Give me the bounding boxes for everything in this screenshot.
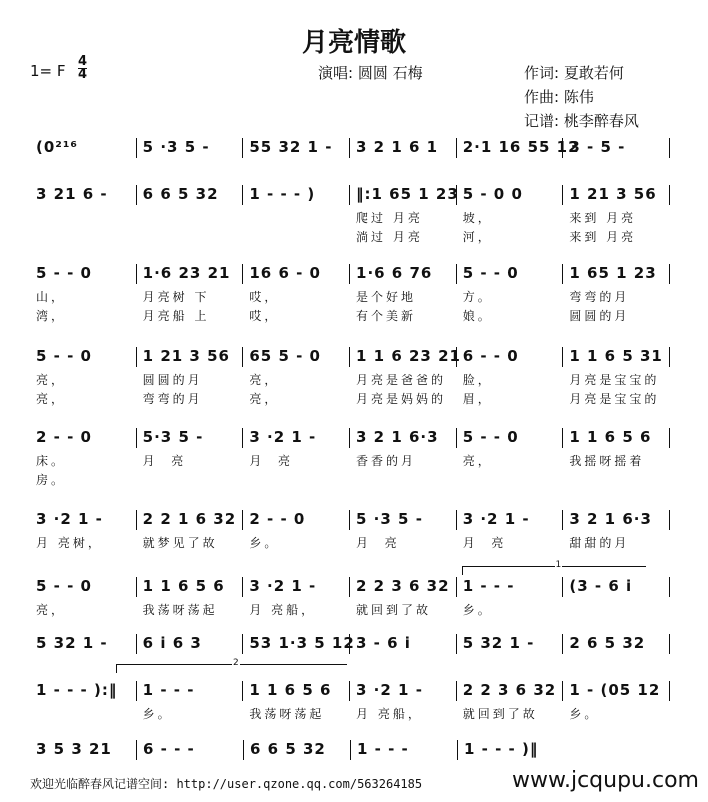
measure xyxy=(563,138,670,158)
measure-notes: 55 32 1 - xyxy=(249,138,333,156)
measure-notes: 3 2 1 6·3 xyxy=(356,428,439,446)
measure xyxy=(457,264,564,323)
lyric: 来到 月亮 xyxy=(569,211,637,225)
lyric: 就梦见了故 xyxy=(142,536,218,550)
measure-notes: 5 - - 0 xyxy=(462,264,519,282)
staff-row xyxy=(30,138,670,158)
measure-notes: 1·6 6 76 xyxy=(356,264,433,282)
footer-text: 欢迎光临醉春风记谱空间: http://user.qzone.qq.com/563264185 xyxy=(30,777,423,791)
measure-notes: 53 1·3 5 12 xyxy=(249,634,355,652)
lyric: 月亮是宝宝的 xyxy=(569,392,660,406)
measure xyxy=(243,138,350,158)
lyric: 月亮是宝宝的 xyxy=(569,373,660,387)
measure xyxy=(243,185,350,205)
watermark: www.jcqupu.com xyxy=(512,768,699,793)
measure-notes: (0²¹⁶ xyxy=(36,138,79,156)
measure xyxy=(243,428,350,468)
measure-notes: 5 ·3 5 - xyxy=(142,138,210,156)
measure xyxy=(350,347,461,406)
measure-notes: 3 2 1 6·3 xyxy=(569,510,652,528)
measure xyxy=(30,634,137,654)
measure xyxy=(457,634,564,654)
measure xyxy=(563,577,670,597)
measure xyxy=(243,634,355,654)
measure-notes: ‖:1 65 1 23 xyxy=(356,185,459,203)
lyric: 乡。 xyxy=(462,603,493,617)
measure-notes: 5 ·3 5 - xyxy=(356,510,423,528)
measure xyxy=(350,138,457,158)
lyric: 月 亮 xyxy=(356,536,400,550)
measure-notes: 3 2 1 6 1 xyxy=(356,138,439,156)
staff-row xyxy=(30,347,670,406)
measure-notes: 6 6 5 32 xyxy=(250,740,326,758)
measure xyxy=(457,577,564,617)
measure xyxy=(243,681,350,721)
measure xyxy=(564,740,670,760)
measure xyxy=(243,264,350,323)
measure xyxy=(457,428,564,468)
measure xyxy=(137,681,244,721)
lyric: 娘。 xyxy=(462,309,493,323)
measure-notes: 5 - - 0 xyxy=(36,264,92,282)
lyric: 脸， xyxy=(462,373,493,387)
measure xyxy=(137,510,244,550)
lyric: 月 亮 xyxy=(249,454,293,468)
measure-notes: 2·1 16 55 12 xyxy=(462,138,580,156)
measure-notes: 1 1 6 5 6 xyxy=(249,681,332,699)
measure-notes: 5 - 0 0 xyxy=(462,185,523,203)
lyric: 月亮船 上 xyxy=(142,309,210,323)
measure-notes: 5 - - 0 xyxy=(36,347,92,365)
measure xyxy=(137,185,244,205)
lyric: 哎， xyxy=(249,290,280,304)
lyric: 月亮是爸爸的 xyxy=(356,373,447,387)
song-title: 月亮情歌 xyxy=(301,28,406,58)
lyric: 乡。 xyxy=(249,536,280,550)
measure xyxy=(137,740,244,760)
measure-notes: 1 1 6 5 31 xyxy=(569,347,663,365)
measure xyxy=(30,577,137,617)
measure xyxy=(457,138,580,158)
measure xyxy=(563,634,670,654)
measure-notes: 2 2 3 6 32 xyxy=(462,681,557,699)
measure-notes: 2 - - 0 xyxy=(36,428,92,446)
staff-row xyxy=(30,740,670,760)
time-top: 4 xyxy=(78,54,88,69)
measure-notes: 3 - 5 - xyxy=(569,138,626,156)
lyric: 淌过 月亮 xyxy=(356,230,423,244)
measure xyxy=(351,740,458,760)
measure-notes: 5 32 1 - xyxy=(36,634,108,652)
measure-notes: 3 ·2 1 - xyxy=(249,428,317,446)
lyric: 河， xyxy=(462,230,493,244)
composer-credit: 作曲: 陈伟 xyxy=(524,88,594,106)
lyric: 我荡呀荡起 xyxy=(142,603,218,617)
lyric: 月 亮 xyxy=(142,454,187,468)
measure-notes: 3 ·2 1 - xyxy=(36,510,103,528)
measure xyxy=(30,681,137,701)
measure-notes: 1·6 23 21 xyxy=(142,264,231,282)
measure xyxy=(30,264,137,323)
lyric: 我摇呀摇着 xyxy=(569,454,645,468)
measure xyxy=(563,681,670,721)
lyricist-credit: 作词: 夏敢若何 xyxy=(524,64,624,82)
staff-row xyxy=(30,681,670,721)
lyric: 就回到了故 xyxy=(462,707,538,721)
lyric: 湾， xyxy=(36,309,67,323)
measure xyxy=(563,264,670,323)
time-bottom: 4 xyxy=(78,67,88,82)
measure-notes: (3 - 6 i xyxy=(569,577,633,595)
measure-notes: 1 21 3 56 xyxy=(569,185,657,203)
measure-notes: 6 i 6 3 xyxy=(142,634,202,652)
lyric: 亮， xyxy=(36,373,67,387)
measure xyxy=(350,681,457,721)
volta-second: 2 xyxy=(116,664,347,673)
measure xyxy=(137,138,244,158)
measure-notes: 1 65 1 23 xyxy=(569,264,657,282)
lyric: 月亮树 下 xyxy=(142,290,210,304)
lyric: 亮， xyxy=(36,603,67,617)
measure xyxy=(243,510,350,550)
staff-row xyxy=(30,185,670,244)
measure-notes: 1 1 6 23 21 xyxy=(356,347,461,365)
measure-notes: 1 21 3 56 xyxy=(142,347,230,365)
measure-notes: 5·3 5 - xyxy=(142,428,204,446)
measure xyxy=(30,138,137,158)
lyric: 亮， xyxy=(249,392,280,406)
volta-first: 1 xyxy=(462,566,646,575)
measure xyxy=(350,634,457,654)
lyric: 亮， xyxy=(249,373,280,387)
key-signature: 1= F xyxy=(30,62,66,80)
measure xyxy=(30,428,137,487)
measure-notes: 6 - - - xyxy=(143,740,195,758)
lyric: 乡。 xyxy=(569,707,600,721)
lyric: 哎， xyxy=(249,309,280,323)
lyric: 月 亮 xyxy=(462,536,507,550)
staff-row xyxy=(30,510,670,550)
measure xyxy=(457,185,564,244)
staff-row xyxy=(30,428,670,487)
lyric: 月亮是妈妈的 xyxy=(356,392,447,406)
lyric: 月 亮船， xyxy=(249,603,317,617)
lyric: 月 亮船， xyxy=(356,707,423,721)
measure-notes: 6 6 5 32 xyxy=(142,185,219,203)
measure xyxy=(243,347,350,406)
measure xyxy=(457,510,564,550)
measure-notes: 1 - - - ) xyxy=(249,185,316,203)
lyric: 方。 xyxy=(462,290,493,304)
lyric: 甜甜的月 xyxy=(569,536,630,550)
measure xyxy=(457,347,564,406)
measure xyxy=(563,347,670,406)
measure xyxy=(137,634,244,654)
measure xyxy=(137,577,244,617)
measure-notes: 5 - - 0 xyxy=(462,428,519,446)
measure-notes: 3 5 3 21 xyxy=(36,740,112,758)
lyric: 山， xyxy=(36,290,67,304)
measure xyxy=(243,577,350,617)
lyric: 圆圆的月 xyxy=(142,373,203,387)
measure xyxy=(244,740,351,760)
measure xyxy=(563,185,670,244)
staff-row xyxy=(30,264,670,323)
measure-notes: 6 - - 0 xyxy=(462,347,519,365)
lyric: 就回到了故 xyxy=(356,603,432,617)
lyric: 是个好地 xyxy=(356,290,417,304)
measure xyxy=(137,347,244,406)
measure-notes: 1 - - - xyxy=(357,740,409,758)
measure-notes: 5 - - 0 xyxy=(36,577,92,595)
lyric: 来到 月亮 xyxy=(569,230,637,244)
measure-notes: 2 6 5 32 xyxy=(569,634,646,652)
measure xyxy=(563,428,670,468)
lyric: 弯弯的月 xyxy=(142,392,203,406)
measure-notes: 65 5 - 0 xyxy=(249,347,321,365)
lyric: 有个美新 xyxy=(356,309,417,323)
lyric: 乡。 xyxy=(142,707,173,721)
measure xyxy=(457,681,564,721)
measure-notes: 1 1 6 5 6 xyxy=(569,428,652,446)
lyric: 月 亮树， xyxy=(36,536,103,550)
measure-notes: 3 ·2 1 - xyxy=(462,510,530,528)
measure xyxy=(137,428,244,468)
measure-notes: 1 - - - xyxy=(142,681,195,699)
measure xyxy=(30,347,137,406)
measure xyxy=(350,185,459,244)
lyric: 亮， xyxy=(462,454,493,468)
measure-notes: 1 - - - ):‖ xyxy=(36,681,118,699)
measure-notes: 3 ·2 1 - xyxy=(356,681,423,699)
lyric: 床。 xyxy=(36,454,67,468)
lyric: 房。 xyxy=(36,473,67,487)
measure-notes: 2 - - 0 xyxy=(249,510,306,528)
measure-notes: 3 ·2 1 - xyxy=(249,577,317,595)
measure xyxy=(350,510,457,550)
measure-notes: 1 - (05 12 xyxy=(569,681,661,699)
measure xyxy=(458,740,564,760)
measure-notes: 2 2 3 6 32 xyxy=(356,577,450,595)
measure xyxy=(30,740,137,760)
lyric: 坡， xyxy=(462,211,493,225)
measure xyxy=(30,510,137,550)
lyric: 爬过 月亮 xyxy=(356,211,423,225)
lyric: 香香的月 xyxy=(356,454,417,468)
measure-notes: 2 2 1 6 32 xyxy=(142,510,237,528)
measure xyxy=(350,264,457,323)
measure-notes: 5 32 1 - xyxy=(462,634,535,652)
lyric: 弯弯的月 xyxy=(569,290,630,304)
measure-notes: 16 6 - 0 xyxy=(249,264,321,282)
measure xyxy=(350,577,457,617)
lyric: 我荡呀荡起 xyxy=(249,707,325,721)
transcriber-credit: 记谱: 桃李醉春风 xyxy=(524,112,639,130)
staff-row xyxy=(30,634,670,654)
staff-row xyxy=(30,577,670,617)
measure xyxy=(563,510,670,550)
measure-notes: 3 21 6 - xyxy=(36,185,108,203)
lyric: 亮， xyxy=(36,392,67,406)
lyric: 眉， xyxy=(462,392,493,406)
measure xyxy=(137,264,244,323)
measure xyxy=(350,428,457,468)
lyric: 圆圆的月 xyxy=(569,309,630,323)
measure xyxy=(30,185,137,205)
measure-notes: 1 - - - )‖ xyxy=(464,740,539,758)
measure-notes: 1 - - - xyxy=(462,577,515,595)
time-signature xyxy=(78,56,87,81)
singer-credit: 演唱: 圆圆 石梅 xyxy=(318,64,423,82)
measure-notes: 3 - 6 i xyxy=(356,634,411,652)
measure-notes: 1 1 6 5 6 xyxy=(142,577,225,595)
